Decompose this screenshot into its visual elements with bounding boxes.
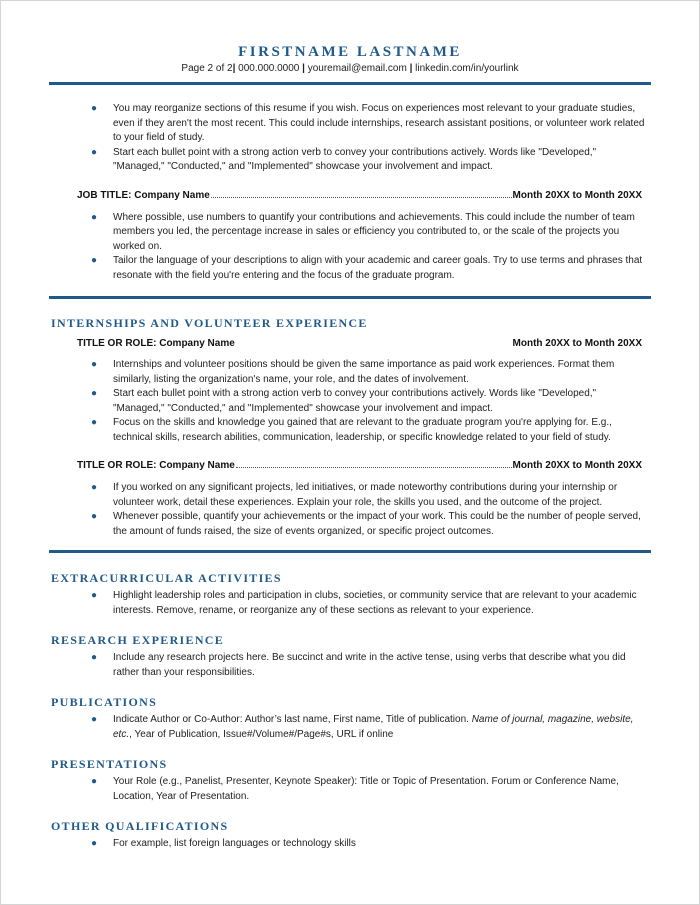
role-bullet-list [1, 481, 699, 539]
bullet-dot-icon: ● [91, 776, 98, 787]
top-bullet-list [1, 102, 699, 175]
bullet-dot-icon: ● [91, 652, 98, 663]
list-item [91, 510, 647, 539]
role-heading [77, 459, 642, 473]
list-item [91, 211, 647, 255]
role-title: TITLE OR ROLE: Company Name [77, 460, 235, 471]
dotted-leader [236, 467, 512, 468]
list-item [91, 837, 647, 852]
role-dates: Month 20XX to Month 20XX [512, 338, 642, 349]
bullet-dot-icon: ● [91, 146, 98, 158]
section-divider [49, 550, 651, 553]
role-title: TITLE OR ROLE: Company Name [77, 338, 235, 349]
publication-venue: Name of journal, magazine, website, etc. [113, 714, 634, 740]
section-divider [49, 82, 651, 85]
presentations-list [1, 775, 699, 804]
job-dates: Month 20XX to Month 20XX [512, 189, 642, 201]
separator: | [409, 63, 413, 74]
bullet-text: For example, list foreign languages or technology skills [113, 838, 356, 849]
bullet-text: Your Role (e.g., Panelist, Presenter, Keynote Speaker): Title or Topic of Presentation. Forum or Conference Name, Location, Year of Presentation. [113, 776, 619, 802]
publication-details: , Year of Publication, Issue#/Volume#/Page#s, URL if online [129, 728, 394, 740]
candidate-name: FIRSTNAME LASTNAME [238, 44, 462, 60]
separator: | [302, 63, 305, 74]
section-title-internships: INTERNSHIPS AND VOLUNTEER EXPERIENCE [51, 316, 368, 330]
bullet-dot-icon: ● [91, 103, 98, 114]
list-item [91, 387, 647, 416]
publication-text: Indicate Author or Co-Author: Author’s last name, First name, Title of publication. [113, 714, 472, 725]
list-item [91, 416, 647, 445]
list-item [91, 254, 647, 283]
bullet-dot-icon: ● [91, 388, 98, 399]
bullet-text: Highlight leadership roles and participation in clubs, societies, or community service that are relevant to your academic interests. Remove, rename, or reorganize any of these sections as relevant to your experience. [113, 590, 637, 616]
bullet-dot-icon: ● [91, 714, 98, 725]
bullet-dot-icon: ● [91, 838, 98, 849]
bullet-text: Start each bullet point with a strong action verb to convey your contributions actively. Words like "Developed," "Managed," "Conducted," and "Implemented" showcase your involvement and impact. [113, 146, 597, 172]
role-bullet-list [1, 358, 699, 445]
section-divider [49, 296, 651, 299]
job-bullet-list [1, 211, 699, 284]
bullet-dot-icon: ● [91, 417, 98, 428]
bullet-dot-icon: ● [91, 511, 98, 522]
bullet-text: You may reorganize sections of this resume if you wish. Focus on experiences most relevant to your graduate studies, even if they aren't the most recent. This could include internships, research assistant positions, or volunteer work related to your field of study. [113, 103, 645, 143]
linkedin-link: linkedin.com/in/yourlink [415, 63, 519, 74]
bullet-text: Start each bullet point with a strong action verb to convey your contributions actively. Words like "Developed," "Managed," "Conducted," and "Implemented" showcase your involvement and impact. [113, 388, 597, 414]
bullet-text: Focus on the skills and knowledge you gained that are relevant to the graduate program you're applying for. E.g., technical skills, research abilities, communication, leadership, or specific knowledge related to your field of study. [113, 417, 612, 443]
bullet-text: Include any research projects here. Be succinct and write in the active tense, using verbs that describe what you did rather than your responsibilities. [113, 652, 626, 678]
role-heading [77, 337, 642, 351]
bullet-text: Internships and volunteer positions should be given the same importance as paid work experiences. Format them similarly, listing the organization's name, your role, and the dates of involvement. [113, 359, 615, 385]
bullet-text: Whenever possible, quantify your achievements or the impact of your work. This could be the number of people served, the amount of funds raised, the size of events organized, or specific project outcomes. [113, 511, 641, 537]
dotted-leader [211, 197, 512, 198]
email-address: youremail@email.com [307, 63, 407, 74]
separator: | [232, 63, 236, 74]
section-title-publications: PUBLICATIONS [51, 695, 158, 709]
bullet-dot-icon: ● [91, 255, 98, 266]
list-item [91, 102, 647, 146]
section-title-presentations: PRESENTATIONS [51, 757, 168, 771]
bullet-dot-icon: ● [91, 590, 98, 601]
job-title: JOB TITLE: Company Name [77, 189, 210, 201]
job-heading [77, 189, 642, 203]
publications-list [1, 713, 699, 742]
list-item [91, 775, 647, 804]
list-item [91, 481, 647, 510]
page-indicator: Page 2 of 2 [181, 63, 233, 74]
contact-line [1, 62, 699, 76]
bullet-dot-icon: ● [91, 482, 98, 493]
section-title-extracurricular: EXTRACURRICULAR ACTIVITIES [51, 571, 282, 585]
other-qualifications-list [1, 837, 699, 852]
list-item [91, 589, 647, 618]
bullet-text: Where possible, use numbers to quantify your contributions and achievements. This could include the number of team members you led, the percentage increase in sales or efficiency you contributed to, or the scale of the projects you worked on. [113, 211, 635, 252]
bullet-text: Tailor the language of your descriptions to align with your academic and career goals. Try to use terms and phrases that resonate with the field you're entering and the focus of the graduate program. [113, 255, 643, 281]
list-item [91, 713, 647, 742]
role-dates: Month 20XX to Month 20XX [512, 460, 642, 471]
bullet-dot-icon: ● [91, 211, 98, 223]
list-item [91, 358, 647, 387]
bullet-dot-icon: ● [91, 359, 98, 370]
phone-number: 000.000.0000 [238, 63, 300, 74]
extracurricular-list [1, 589, 699, 618]
bullet-text: If you worked on any significant projects, led initiatives, or made noteworthy contributions during your internship or volunteer work, detail these experiences. Explain your role, the skills you used, and the outcome of the project. [113, 482, 618, 508]
research-list [1, 651, 699, 680]
list-item [91, 651, 647, 680]
section-title-other: OTHER QUALIFICATIONS [51, 819, 229, 833]
resume-header [1, 1, 699, 76]
section-title-research: RESEARCH EXPERIENCE [51, 633, 225, 647]
list-item [91, 146, 647, 175]
